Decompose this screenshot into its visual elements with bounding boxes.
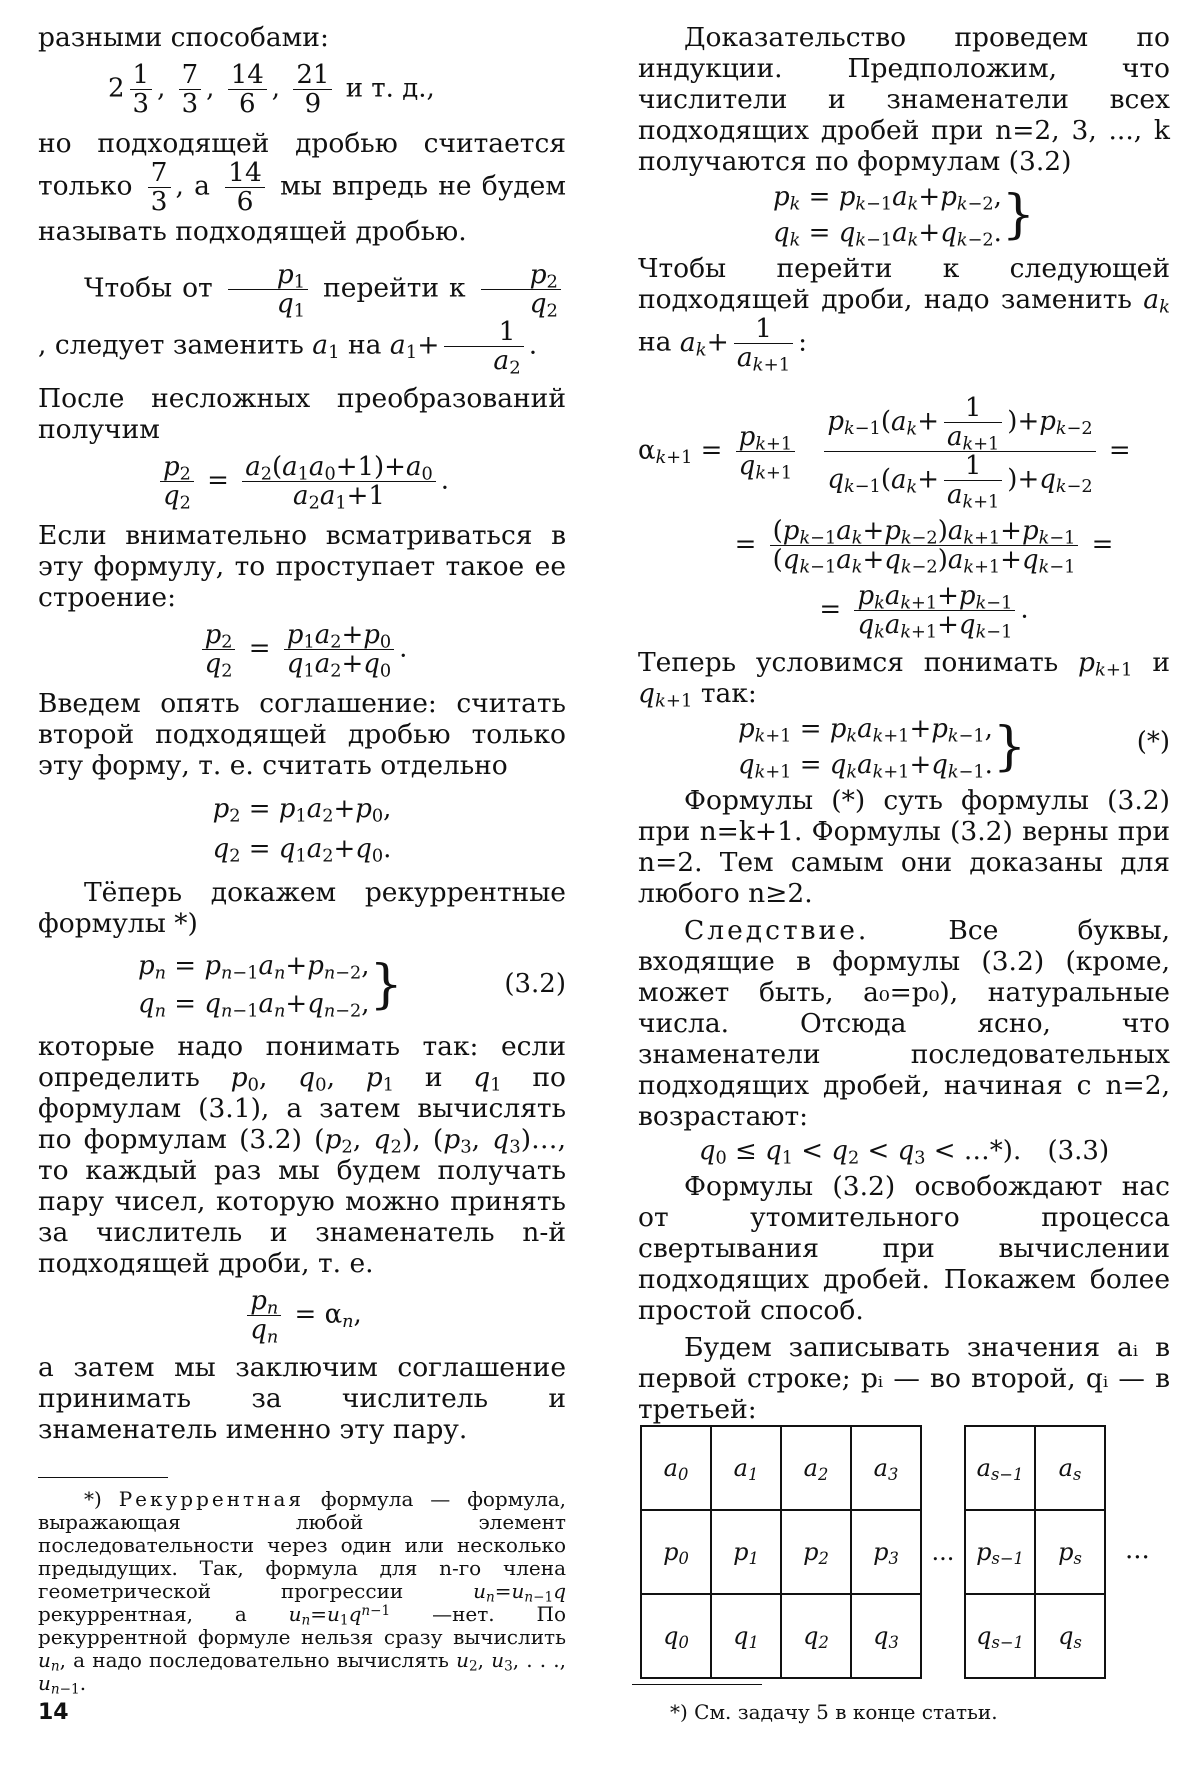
convergents-table [640, 1425, 1106, 1679]
text-r5: Все буквы, входящие в формулы (3.2) (кроме, может быть, a₀=p₀), натуральные числа. Отсюда ясно, что знаменатели последовательных подходящих дробей, начиная с n=2, возрастают: [638, 915, 1170, 1132]
text-r3a: Теперь условимся понимать [638, 647, 1059, 678]
table-gap [921, 1426, 965, 1510]
table-cell: $p_0$ [641, 1510, 711, 1594]
paragraph-agreement-pair: а затем мы заключим соглашение принимать за числитель и знаменатель именно эту пару. [38, 1352, 566, 1445]
table-row-q [641, 1594, 1105, 1678]
paragraph-structure: Если внимательно всматриваться в эту формулу, то проступает такое ее строение: [38, 520, 566, 613]
formula-3-3: $q_0 \le q_1 < q_2 < q_3$ < …*). (3.3) [698, 1136, 1110, 1169]
text-p3d: на [348, 329, 382, 361]
text-etc: и т. д., [345, 73, 435, 104]
table-cell: $q_3$ [851, 1594, 921, 1678]
footnote-text-c: —нет. По рекуррентной формуле нельзя сразу вычислить [38, 1602, 566, 1649]
table-cell: $p_s$ [1035, 1510, 1105, 1594]
table-cell: $q_{s-1}$ [965, 1594, 1035, 1678]
corollary-term: Следствие. [684, 915, 870, 946]
paragraph-define-next: Теперь условимся понимать $p_{k+1}$ и $q_{k+1}$ так: [638, 647, 1170, 712]
paragraph-simpler-method: Формулы (3.2) освобождают нас от утомительного процесса свертывания при вычислении подходящих дробей. Покажем более простой способ. [638, 1171, 1170, 1326]
text-r3c: так: [700, 678, 757, 709]
text-p8c: , то каждый раз мы будем получать пару чисел, которую можно принять за числитель и знаменатель n-й подходящей дроби, т. е. [38, 1124, 566, 1279]
formula-alpha-k1-step2: = $\frac{(p_{k-1}a_k+p_{k-2})a_{k+1}+p_{k-1}}{(q_{k-1}a_k+q_{k-2})a_{k+1}+q_{k-1}}$ = [734, 516, 1114, 578]
paragraph-interpretation: которые надо понимать так: если определить $p_0$, $q_0$, $p_1$ и $q_1$ по формулам (3.1), а затем вычислять по формулам (3.2) ($p_2$, $q_2$), ($p_3$, $q_3)\dots$, то каждый раз мы будем получать пару чисел, которую можно принять за числитель и знаменатель n-й подходящей дроби, т. е. [38, 1031, 566, 1279]
table-cell: $q_s$ [1035, 1594, 1105, 1678]
table-cell: $p_3$ [851, 1510, 921, 1594]
paragraph-induction: Доказательство проведем по индукции. Предположим, что числители и знаменатели всех подходящих дробей при n=2, 3, ..., k получаются по формулам (3.2) [638, 22, 1170, 177]
formula-alpha-k1: $\alpha_{k+1}$ = $\frac{p_{k+1}}{q_{k+1}}$ $p_{k-1}(a_k+$ $\frac{1}{a_{k+1}}$ )$+p_{k-2}$ $q_{k-1}(a_k+$ $\frac{1}{a_{k+1}}$ )$+q_{k-2}$ = [638, 393, 1131, 513]
table-cell: $a_2$ [781, 1426, 851, 1510]
paragraph-next-convergent: Чтобы перейти к следующей подходящей дроби, надо заменить $a_k$ на $a_k+$ $\frac{1}{a_{k+1}}$ : [638, 253, 1170, 376]
text-p3b: перейти к [323, 272, 466, 304]
footnote-rule [38, 1477, 168, 1478]
text-p3a: Чтобы от [84, 272, 213, 304]
text-p2b: , а [175, 170, 210, 202]
table-cell: $a_0$ [641, 1426, 711, 1510]
formula-3-2-k: $p_k = p_{k-1}a_k+p_{k-2}$, $q_k = q_{k-1}a_k+q_{k-2}$.} [773, 182, 1035, 251]
paragraph-convergent-only: но подходящей дробью считается только $\frac{7}{3}$ , а $\frac{14}{6}$ мы впредь не будем называть подходящей дробью. [38, 128, 566, 247]
table-cell: $q_1$ [711, 1594, 781, 1678]
text-p2c: мы впредь не будем называть подходящей дробью. [38, 170, 566, 247]
table-cell: $a_{s-1}$ [965, 1426, 1035, 1510]
text-r2b: на [638, 326, 672, 358]
table-cell: $q_2$ [781, 1594, 851, 1678]
table-cell: $p_{s-1}$ [965, 1510, 1035, 1594]
table-cell: $p_2$ [781, 1510, 851, 1594]
paragraph-after-transform: После несложных преобразований получим [38, 383, 566, 445]
paragraph-agreement: Введем опять соглашение: считать второй подходящей дробью только эту форму, т. е. считать отдельно [38, 688, 566, 781]
formula-alpha-n: $\frac{p_n}{q_n}$ = $\alpha_n$, [38, 1287, 566, 1344]
table-cell: $a_1$ [711, 1426, 781, 1510]
text-p8b: по формулам (3.1), а затем вычислять по формулам (3.2) [38, 1062, 566, 1155]
formula-star: $p_{k+1} = p_ka_{k+1}+p_{k-1}$, $q_{k+1} = q_ka_{k+1}+q_{k-1}$.} (*) [738, 714, 1170, 783]
table-row-p [641, 1510, 1105, 1594]
paragraph-induction-done: Формулы (*) суть формулы (3.2) при n=k+1. Формулы (3.2) верны при n=2. Тем самым они доказаны для любого n≥2. [638, 785, 1170, 909]
paragraph-transition: Чтобы от $\frac{p_1}{q_1}$ перейти к $\frac{p_2}{q_2}$ , следует заменить $a_1$ на $a_1+$ $\frac{1}{a_2}$ . [38, 261, 566, 375]
footnote-text-d: , а надо последовательно вычислять [59, 1648, 449, 1672]
footnote-recurrent: *) Рекуррентная формула — формула, выражающая любой элемент последовательности через один или несколько предыдущих. Так, формула для n-го члена геометрической прогрессии $u_n=u_{n-1}q$ рекуррентная, а $u_n=u_1q^{n-1}$ —нет. По рекуррентной формуле нельзя сразу вычислить $u_n$, а надо последовательно вычислять $u_2$, $u_3$, . . ., $u_{n-1}$. [38, 1487, 567, 1698]
formula-alpha-k1-step3: = $\frac{p_ka_{k+1}+p_{k-1}}{q_ka_{k+1}+q_{k-1}}$ . [819, 581, 1029, 643]
paragraph-corollary [638, 915, 1170, 1132]
footnote-text-b: рекуррентная, а [38, 1602, 247, 1626]
equation-number-3-2: (3.2) [504, 969, 566, 999]
paragraph-recurrent-intro: Тёперь докажем рекуррентные формулы *) [38, 877, 566, 939]
footnote-rule-right [632, 1684, 762, 1685]
left-column [38, 22, 567, 1698]
paragraph-table-intro: Будем записывать значения aᵢ в первой строке; pᵢ — во второй, qᵢ — в третьей: [638, 1332, 1170, 1425]
footnote-problem-5: *) См. задачу 5 в конце статьи. [670, 1700, 998, 1724]
text-p3c: следует заменить [54, 329, 304, 361]
table-cell: $q_0$ [641, 1594, 711, 1678]
text-r2: Чтобы перейти к следующей подходящей дроби, надо заменить [638, 253, 1170, 315]
equation-number-3-3: (3.3) [1047, 1136, 1110, 1166]
page-number: 14 [38, 1700, 69, 1725]
table-cell: $a_s$ [1035, 1426, 1105, 1510]
text-p8a: которые надо понимать так: если определить [38, 1031, 566, 1093]
right-column [638, 22, 1170, 1425]
footnote-text-a: формула — формула, выражающая любой элемент последовательности через один или несколько предыдущих. Так, формула для n-го члена геометрической прогрессии [38, 1487, 566, 1603]
table-gap [921, 1594, 965, 1678]
formula-equivalent-fractions: 2 $\frac{1}{3}$ , $\frac{7}{3}$ , $\frac{14}{6}$ , $\frac{21}{9}$ и т. д., [108, 60, 435, 119]
formula-p2-q2-expanded: $\frac{p_2}{q_2}$ = $\frac{a_2(a_1a_0+1)+a_0}{a_2a_1+1}$ . [38, 453, 566, 510]
formula-p2-q2-separate: $p_2 = p_1a_2+p_0$, $q_2 = q_1a_2+q_0$. [212, 794, 392, 867]
formula-p2-q2-structure: $\frac{p_2}{q_2}$ = $\frac{p_1a_2+p_0}{q_1a_2+q_0}$ . [38, 621, 566, 678]
table-cell: $a_3$ [851, 1426, 921, 1510]
table-cell: $p_1$ [711, 1510, 781, 1594]
table-dots: ... [931, 1538, 955, 1566]
equation-number-star: (*) [1136, 727, 1170, 757]
formula-3-2: $p_n = p_{n-1}a_n+p_{n-2}$, $q_n = q_{n-1}a_n+q_{n-2}$,} (3.2) [138, 951, 566, 1022]
text-r3b: и [1152, 647, 1170, 678]
paragraph-ways: разными способами: [38, 22, 329, 53]
footnote-term: Рекуррентная [118, 1487, 304, 1511]
text-p2a: но подходящей дробью считается только [38, 128, 566, 202]
table-row-a [641, 1426, 1105, 1510]
table-trailing-dots: ... [1125, 1535, 1150, 1565]
